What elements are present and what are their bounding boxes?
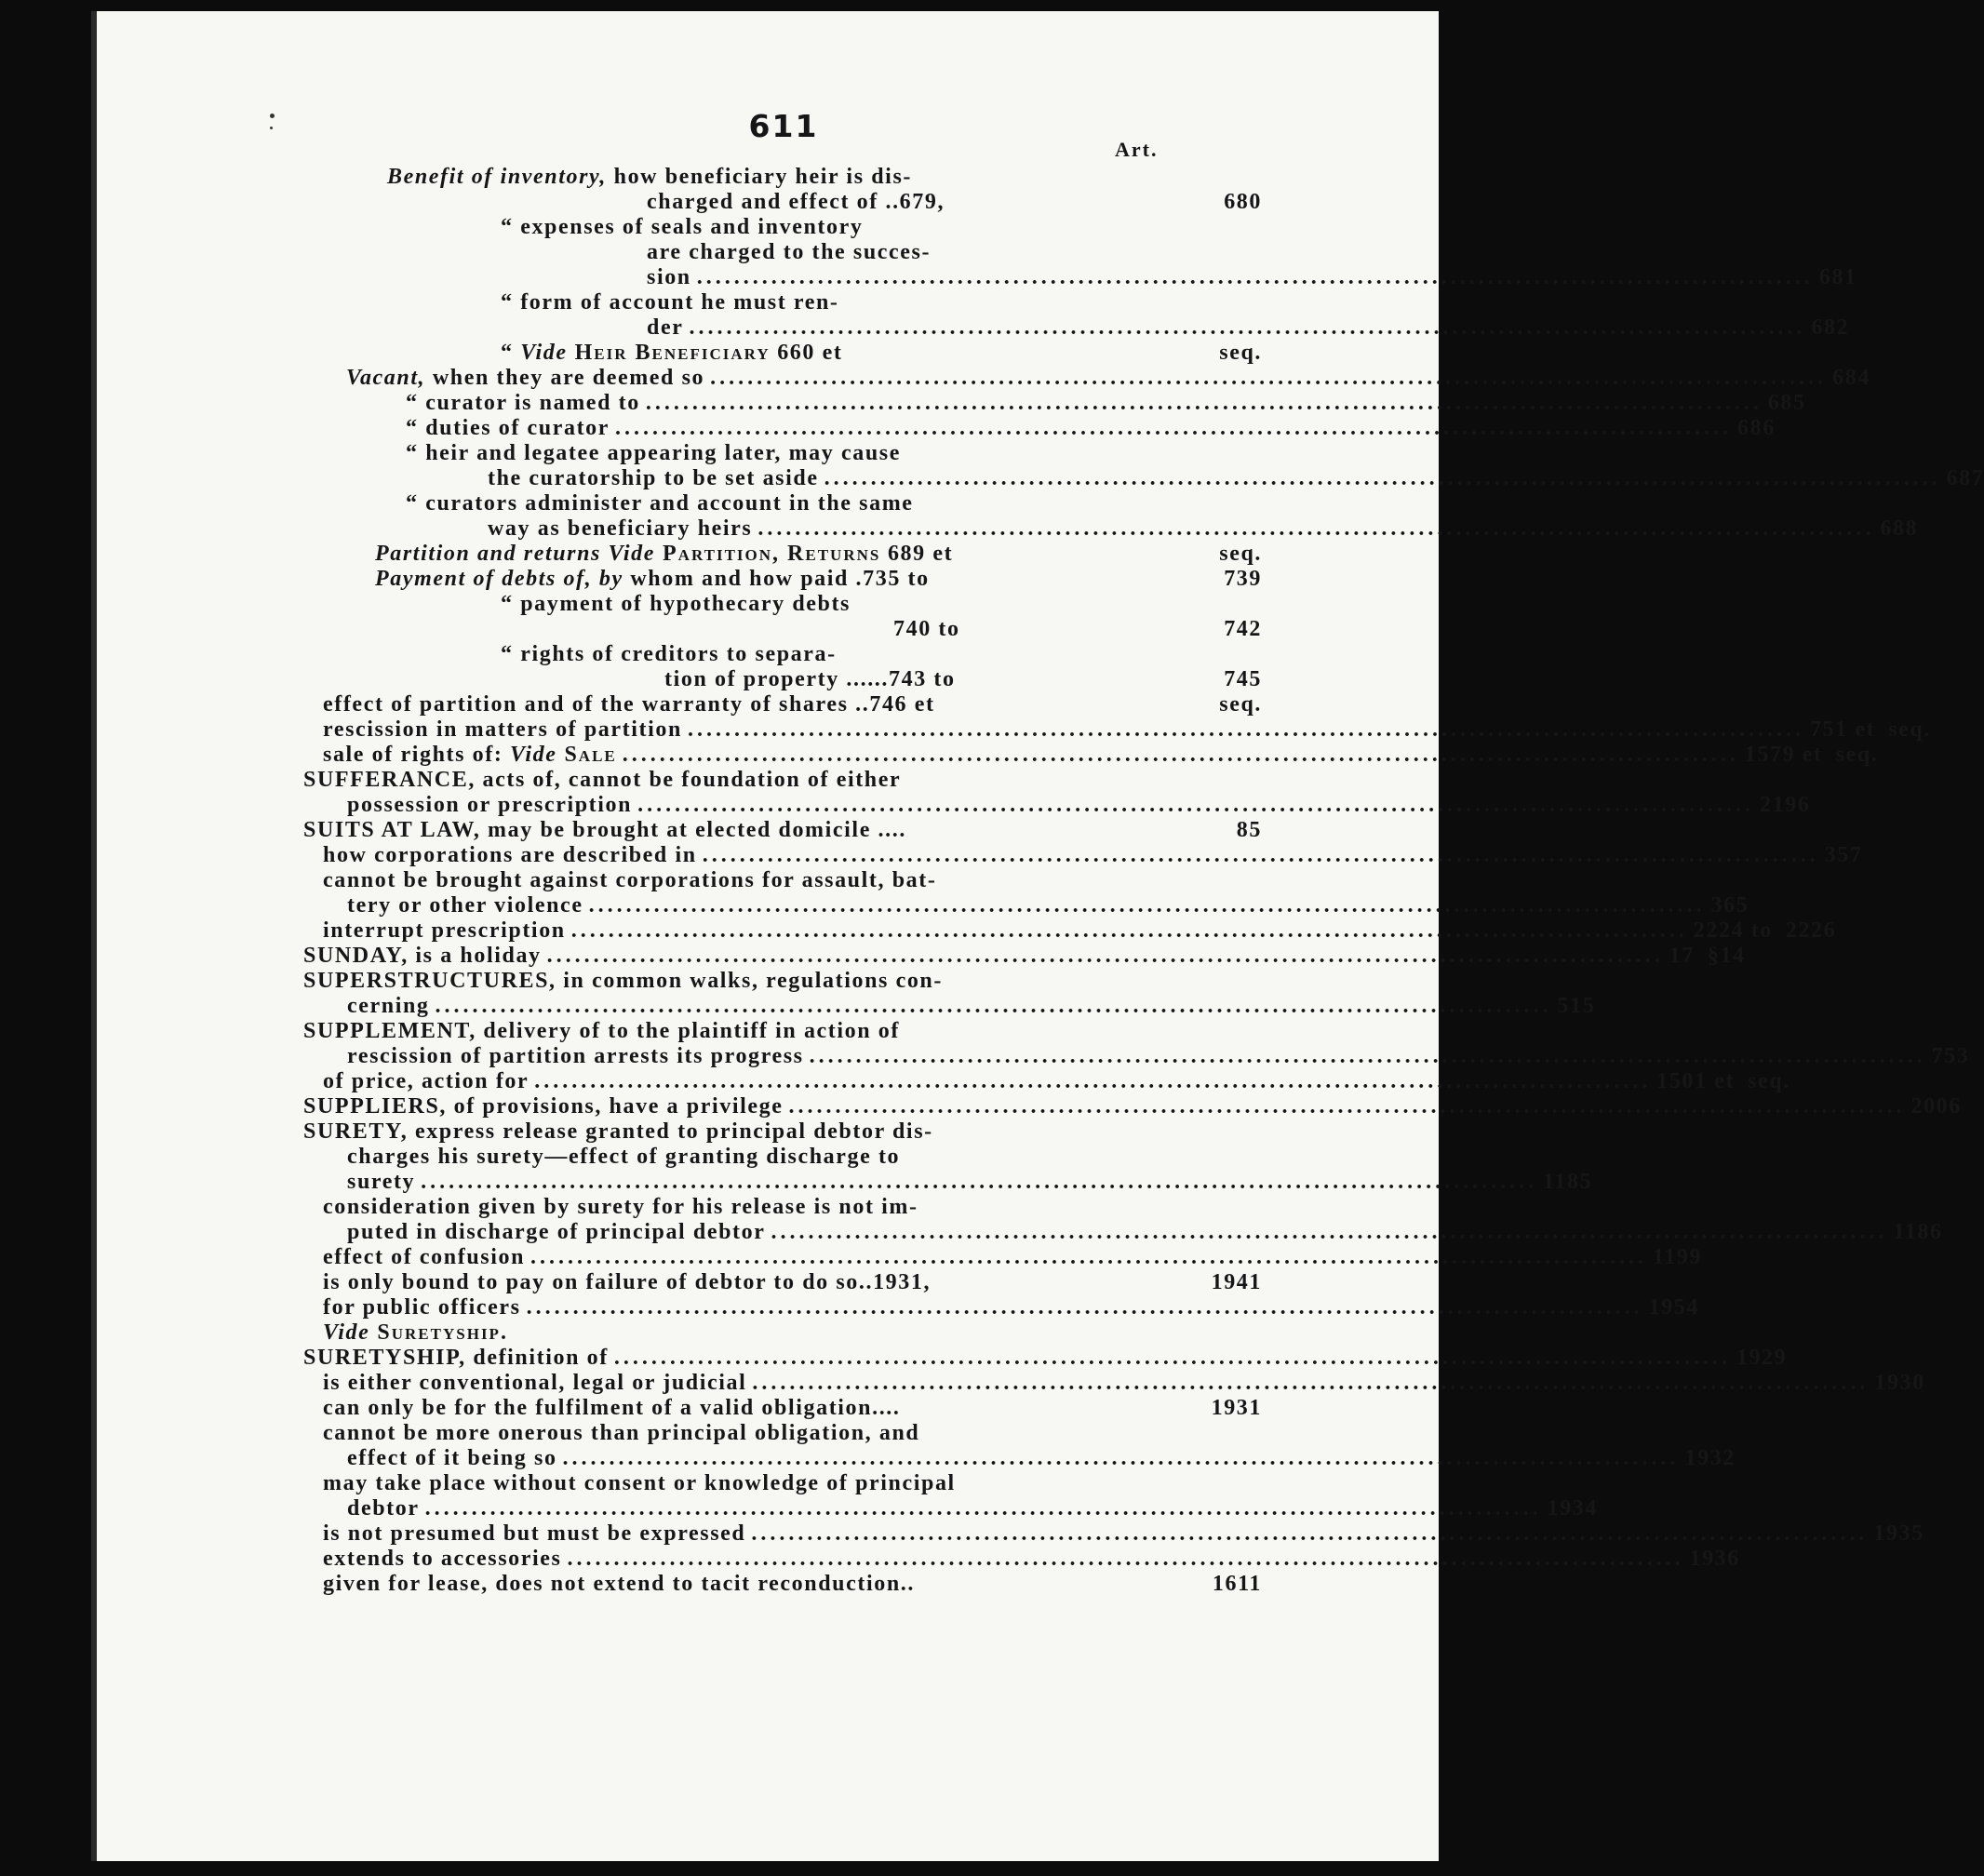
index-line bbox=[323, 843, 1863, 868]
entry-text bbox=[323, 843, 697, 868]
index-line bbox=[375, 567, 1262, 592]
index-line bbox=[303, 1119, 1262, 1145]
entry-text-part: sale of rights of: bbox=[323, 743, 511, 767]
entry-text-part: SUNDAY, is a holiday bbox=[303, 944, 542, 968]
article-reference: 365 bbox=[1710, 893, 1749, 918]
dot-leader: ........................................................................................................................ bbox=[622, 743, 1739, 767]
entry-text-part: effect of it being so bbox=[347, 1446, 557, 1470]
dot-leader: ........................................................................................................................ bbox=[562, 1446, 1680, 1470]
entry-text bbox=[664, 667, 956, 692]
index-line bbox=[501, 341, 1262, 366]
index-line bbox=[323, 743, 1879, 768]
entry-text bbox=[347, 1446, 557, 1471]
index-line bbox=[323, 1421, 1262, 1446]
entry-text bbox=[303, 969, 943, 994]
index-line bbox=[501, 290, 1262, 315]
article-reference: §14 bbox=[1707, 944, 1746, 968]
index-line bbox=[303, 818, 1262, 843]
entry-text bbox=[303, 944, 542, 969]
dot-leader: ........................................................................................................................ bbox=[645, 391, 1763, 415]
index-line bbox=[406, 391, 1806, 416]
entry-text bbox=[303, 768, 901, 793]
dot-leader: ........................................................................................................................ bbox=[771, 1220, 1888, 1244]
article-reference: 1934 bbox=[1547, 1496, 1598, 1521]
index-line bbox=[323, 1521, 1924, 1547]
entry-text-part: interrupt prescription bbox=[323, 918, 566, 943]
entry-text bbox=[406, 391, 640, 416]
article-reference: 1186 bbox=[1893, 1220, 1943, 1244]
entry-text bbox=[893, 617, 960, 642]
article-range: 1501 et bbox=[1656, 1069, 1736, 1093]
article-reference: 684 bbox=[1832, 366, 1870, 390]
entry-text bbox=[323, 1471, 956, 1496]
entry-text bbox=[647, 315, 683, 341]
entry-text-part: is only bound to pay on failure of debtor to do so..1931, bbox=[323, 1270, 932, 1294]
entry-text-part: SUITS AT LAW, may be brought at elected domicile .... bbox=[303, 818, 906, 842]
entry-text bbox=[323, 1195, 918, 1220]
article-reference: 686 bbox=[1737, 416, 1776, 440]
index-line bbox=[375, 542, 1262, 567]
index-line bbox=[323, 1069, 1790, 1094]
entry-text-part: is either conventional, legal or judicial bbox=[323, 1371, 747, 1395]
dot-leader: ........................................................................................................................ bbox=[615, 416, 1733, 440]
index-line bbox=[323, 918, 1837, 944]
index-line bbox=[323, 1270, 1262, 1295]
article-reference: 357 bbox=[1824, 843, 1863, 867]
index-line bbox=[647, 190, 1262, 215]
entry-text-part: “ heir and legatee appearing later, may cause bbox=[406, 441, 901, 465]
book-page bbox=[91, 11, 1984, 1861]
index-line bbox=[647, 315, 1850, 341]
entry-text-part: SUPERSTRUCTURES, in common walks, regulations con- bbox=[303, 969, 943, 993]
index-line bbox=[323, 692, 1262, 717]
index-line bbox=[647, 240, 1262, 265]
entry-text-part: tery or other violence bbox=[347, 893, 583, 918]
index-line bbox=[347, 793, 1811, 818]
dot-leader: ........................................................................................................................ bbox=[788, 1094, 1906, 1119]
entry-text bbox=[303, 818, 906, 843]
entry-text-part: for public officers bbox=[323, 1295, 521, 1320]
index-line bbox=[323, 1295, 1699, 1320]
index-line bbox=[303, 944, 1746, 969]
entry-text bbox=[303, 1019, 900, 1044]
entry-text bbox=[647, 265, 691, 290]
dot-leader: ........................................................................................................................ bbox=[637, 793, 1755, 817]
index-line bbox=[303, 768, 1262, 793]
entry-text-part: effect of partition and of the warranty of shares ..746 et bbox=[323, 692, 935, 717]
entry-text bbox=[406, 491, 914, 516]
article-reference: seq. bbox=[1219, 341, 1262, 365]
entry-text bbox=[347, 893, 583, 918]
entry-text bbox=[347, 994, 430, 1019]
entry-text-part: how beneficiary heir is dis- bbox=[607, 165, 912, 189]
entry-text-part: “ duties of curator bbox=[406, 416, 610, 440]
entry-text bbox=[387, 165, 912, 190]
entry-text-part: given for lease, does not extend to tacit reconduction.. bbox=[323, 1572, 915, 1596]
entry-text bbox=[501, 215, 863, 240]
page-number: 611 bbox=[748, 108, 819, 144]
article-reference: seq. bbox=[1888, 717, 1931, 742]
entry-text bbox=[323, 1572, 915, 1597]
entry-text-part: effect of confusion bbox=[323, 1245, 526, 1269]
entry-text-part: SURETY, express release granted to principal debtor dis- bbox=[303, 1119, 933, 1144]
index-line bbox=[488, 516, 1919, 542]
entry-text bbox=[323, 743, 617, 768]
entry-text-part: SUPPLEMENT, delivery of to the plaintiff in action of bbox=[303, 1019, 900, 1043]
entry-text bbox=[375, 542, 953, 567]
dot-leader: ........................................................................................................................ bbox=[570, 918, 1688, 943]
entry-text bbox=[323, 692, 935, 717]
entry-text bbox=[347, 1496, 420, 1521]
entry-text-part: way as beneficiary heirs bbox=[488, 516, 753, 541]
dot-leader: ........................................................................................................................ bbox=[435, 994, 1552, 1018]
entry-text-part: rescission in matters of partition bbox=[323, 717, 682, 742]
index-line bbox=[387, 165, 1262, 190]
article-reference: seq. bbox=[1748, 1069, 1790, 1093]
index-line bbox=[406, 491, 1262, 516]
entry-text bbox=[347, 1220, 766, 1245]
italic-text: Vide bbox=[510, 743, 557, 767]
entry-text bbox=[323, 1396, 901, 1421]
entry-text bbox=[323, 1547, 561, 1572]
entry-text-part: possession or prescription bbox=[347, 793, 633, 817]
entry-text-part: 660 et bbox=[770, 341, 843, 365]
italic-text: Partition and returns Vide bbox=[375, 542, 656, 566]
entry-text-part: 689 et bbox=[880, 542, 954, 566]
dot-leader: ........................................................................................................................ bbox=[421, 1170, 1538, 1194]
entry-text-part: “ curators administer and account in the same bbox=[406, 491, 914, 516]
article-reference: seq. bbox=[1219, 692, 1262, 717]
italic-text: Benefit of inventory, bbox=[387, 165, 608, 189]
index-content bbox=[91, 11, 1984, 1861]
article-reference: 2006 bbox=[1910, 1094, 1962, 1119]
article-reference: 685 bbox=[1767, 391, 1806, 415]
dot-leader: ........................................................................................................................ bbox=[526, 1295, 1643, 1320]
article-reference: 85 bbox=[1236, 818, 1262, 842]
dot-leader: ........................................................................................................................ bbox=[567, 1547, 1684, 1571]
dot-leader: ........................................................................................................................ bbox=[696, 265, 1814, 289]
entry-text bbox=[501, 592, 851, 617]
entry-text-part: charged and effect of ..679, bbox=[647, 190, 945, 214]
entry-text bbox=[347, 793, 632, 818]
entry-text bbox=[501, 290, 839, 315]
entry-text-part: “ form of account he must ren- bbox=[501, 290, 839, 315]
dot-leader: ........................................................................................................................ bbox=[702, 843, 1819, 867]
article-reference: 682 bbox=[1811, 315, 1850, 340]
article-reference: 1941 bbox=[1211, 1270, 1262, 1294]
entry-text-part: can only be for the fulfilment of a valid obligation.... bbox=[323, 1396, 901, 1420]
dot-leader: ........................................................................................................................ bbox=[546, 944, 1664, 968]
index-line bbox=[347, 1496, 1598, 1521]
article-reference: 1199 bbox=[1653, 1245, 1703, 1269]
index-line bbox=[323, 717, 1931, 743]
entry-text-part: how corporations are described in bbox=[323, 843, 697, 867]
article-reference: 687 bbox=[1946, 466, 1984, 490]
index-line bbox=[406, 416, 1776, 441]
entry-text bbox=[501, 341, 842, 366]
entry-text-part: extends to accessories bbox=[323, 1547, 562, 1571]
article-reference: 681 bbox=[1818, 265, 1857, 289]
index-line bbox=[323, 1245, 1703, 1270]
dot-leader: ........................................................................................................................ bbox=[710, 366, 1828, 390]
article-reference: 1931 bbox=[1211, 1396, 1262, 1420]
dot-leader: ........................................................................................................................ bbox=[824, 466, 1941, 490]
entry-text-part: may take place without consent or knowledge of principal bbox=[323, 1471, 956, 1495]
article-reference: 1929 bbox=[1736, 1346, 1788, 1370]
article-reference: 1185 bbox=[1543, 1170, 1593, 1194]
entry-text bbox=[303, 1119, 933, 1145]
entry-text bbox=[323, 1270, 931, 1295]
index-line bbox=[323, 1195, 1262, 1220]
entry-text-part: charges his surety—effect of granting discharge to bbox=[347, 1145, 901, 1169]
index-line bbox=[323, 1547, 1740, 1572]
article-reference: 1930 bbox=[1874, 1371, 1925, 1395]
dot-leader: ........................................................................................................................ bbox=[809, 1044, 1926, 1068]
index-line bbox=[347, 1044, 1970, 1069]
index-line bbox=[488, 466, 1984, 491]
small-caps-text: Suretyship. bbox=[369, 1320, 508, 1345]
entry-text bbox=[323, 1245, 525, 1270]
index-line bbox=[893, 617, 1262, 642]
dot-leader: ........................................................................................................................ bbox=[751, 1521, 1869, 1546]
index-line bbox=[347, 1220, 1943, 1245]
index-line bbox=[347, 1145, 1262, 1170]
entry-text bbox=[323, 1371, 746, 1396]
entry-text-part: 740 to bbox=[893, 617, 960, 641]
entry-text-part: der bbox=[647, 315, 684, 340]
article-range: 17 bbox=[1669, 944, 1695, 968]
dot-leader: ........................................................................................................................ bbox=[689, 315, 1806, 340]
entry-text-part: “ curator is named to bbox=[406, 391, 640, 415]
article-reference: 753 bbox=[1931, 1044, 1970, 1068]
article-reference: 515 bbox=[1557, 994, 1596, 1018]
entry-text-part: rescission of partition arrests its progress bbox=[347, 1044, 804, 1068]
italic-text: Vide bbox=[520, 341, 568, 365]
article-reference: 1954 bbox=[1648, 1295, 1699, 1320]
entry-text bbox=[647, 190, 945, 215]
article-range: 2224 to bbox=[1693, 918, 1773, 943]
entry-text-part: are charged to the succes- bbox=[647, 240, 932, 264]
article-reference: 739 bbox=[1224, 567, 1262, 591]
entry-text-part: puted in discharge of principal debtor bbox=[347, 1220, 766, 1244]
article-reference: 1935 bbox=[1873, 1521, 1924, 1546]
entry-text bbox=[488, 466, 819, 491]
index-line bbox=[647, 265, 1857, 290]
entry-text-part: of price, action for bbox=[323, 1069, 530, 1093]
entry-text-part: cannot be brought against corporations for assault, bat- bbox=[323, 868, 937, 892]
entry-text bbox=[647, 240, 931, 265]
index-line bbox=[323, 1572, 1262, 1597]
italic-text: Payment of debts of, by bbox=[375, 567, 623, 591]
article-reference: 1936 bbox=[1689, 1547, 1740, 1571]
index-line bbox=[303, 1346, 1788, 1371]
entry-text bbox=[323, 1320, 508, 1346]
small-caps-text: Partition, Returns bbox=[655, 542, 881, 566]
entry-text bbox=[406, 441, 901, 466]
entry-text bbox=[303, 1094, 783, 1119]
index-line bbox=[346, 366, 1870, 391]
article-reference: 1611 bbox=[1212, 1572, 1262, 1596]
dot-leader: ........................................................................................................................ bbox=[757, 516, 1875, 541]
entry-text-part: surety bbox=[347, 1170, 416, 1194]
entry-text bbox=[501, 642, 837, 667]
entry-text bbox=[303, 1346, 609, 1371]
index-line bbox=[406, 441, 1262, 466]
article-reference: seq. bbox=[1835, 743, 1879, 767]
italic-text: Vide bbox=[323, 1320, 370, 1345]
entry-text-part: cannot be more onerous than principal obligation, and bbox=[323, 1421, 920, 1445]
index-line bbox=[347, 994, 1596, 1019]
index-line bbox=[347, 1446, 1736, 1471]
entry-text bbox=[347, 1044, 804, 1069]
entry-text-part: is not presumed but must be expressed bbox=[323, 1521, 746, 1546]
index-line bbox=[323, 1471, 1262, 1496]
entry-text bbox=[323, 918, 566, 944]
index-line bbox=[323, 868, 1262, 893]
entry-text-part: consideration given by surety for his release is not im- bbox=[323, 1195, 918, 1219]
dot-leader: ........................................................................................................................ bbox=[530, 1245, 1648, 1269]
entry-text-part: tion of property ......743 to bbox=[664, 667, 956, 691]
entry-text bbox=[488, 516, 752, 542]
index-line bbox=[323, 1371, 1925, 1396]
entry-text-part: whom and how paid .735 to bbox=[623, 567, 930, 591]
dot-leader: ........................................................................................................................ bbox=[588, 893, 1706, 918]
entry-text-part: debtor bbox=[347, 1496, 420, 1521]
small-caps-text: Sale bbox=[556, 743, 617, 767]
index-line bbox=[347, 1170, 1593, 1195]
index-line bbox=[303, 969, 1262, 994]
index-line bbox=[323, 1396, 1262, 1421]
dot-leader: ........................................................................................................................ bbox=[687, 717, 1804, 742]
entry-text bbox=[406, 416, 610, 441]
entry-text-part: “ bbox=[501, 341, 521, 365]
article-reference: 2196 bbox=[1760, 793, 1811, 817]
index-line bbox=[664, 667, 1262, 692]
article-reference: 688 bbox=[1880, 516, 1919, 541]
entry-text-part: “ expenses of seals and inventory bbox=[501, 215, 864, 239]
entry-text bbox=[346, 366, 704, 391]
dot-leader: ........................................................................................................................ bbox=[613, 1346, 1731, 1370]
entry-text-part: SURETYSHIP, definition of bbox=[303, 1346, 609, 1370]
entry-text bbox=[323, 1521, 745, 1547]
article-reference: seq. bbox=[1219, 542, 1262, 566]
index-line bbox=[323, 1320, 1262, 1346]
index-line bbox=[501, 642, 1262, 667]
entry-text-part: SUPPLIERS, of provisions, have a privilege bbox=[303, 1094, 784, 1119]
entry-text bbox=[323, 1295, 521, 1320]
article-range: 1579 et bbox=[1744, 743, 1823, 767]
article-reference: 745 bbox=[1224, 667, 1262, 691]
article-reference: 1932 bbox=[1684, 1446, 1736, 1470]
index-line bbox=[501, 592, 1262, 617]
index-line bbox=[303, 1094, 1962, 1119]
art-column-header: Art. bbox=[1115, 138, 1159, 161]
entry-text-part: “ rights of creditors to separa- bbox=[501, 642, 837, 666]
article-reference: 2226 bbox=[1785, 918, 1837, 943]
entry-text-part: SUFFERANCE, acts of, cannot be foundation of either bbox=[303, 768, 902, 792]
entry-text-part: “ payment of hypothecary debts bbox=[501, 592, 851, 616]
entry-text bbox=[347, 1170, 415, 1195]
index-line bbox=[303, 1019, 1262, 1044]
entry-text bbox=[347, 1145, 900, 1170]
entry-text-part: when they are deemed so bbox=[425, 366, 705, 390]
entry-text-part: sion bbox=[647, 265, 691, 289]
article-reference: 742 bbox=[1224, 617, 1262, 641]
entry-text-part: the curatorship to be set aside bbox=[488, 466, 819, 490]
article-reference: 680 bbox=[1224, 190, 1262, 214]
entry-text bbox=[323, 717, 682, 743]
italic-text: Vacant, bbox=[346, 366, 426, 390]
entry-text bbox=[323, 1421, 919, 1446]
dot-leader: ........................................................................................................................ bbox=[424, 1496, 1542, 1521]
dot-leader: ........................................................................................................................ bbox=[534, 1069, 1652, 1093]
article-range: 751 et bbox=[1809, 717, 1876, 742]
entry-text-part: cerning bbox=[347, 994, 430, 1018]
entry-text bbox=[323, 868, 936, 893]
small-caps-text: Heir Beneficiary bbox=[567, 341, 771, 365]
dot-leader: ........................................................................................................................ bbox=[752, 1371, 1870, 1395]
entry-text bbox=[375, 567, 930, 592]
entry-text bbox=[323, 1069, 529, 1094]
index-line bbox=[501, 215, 1262, 240]
index-line bbox=[347, 893, 1749, 918]
